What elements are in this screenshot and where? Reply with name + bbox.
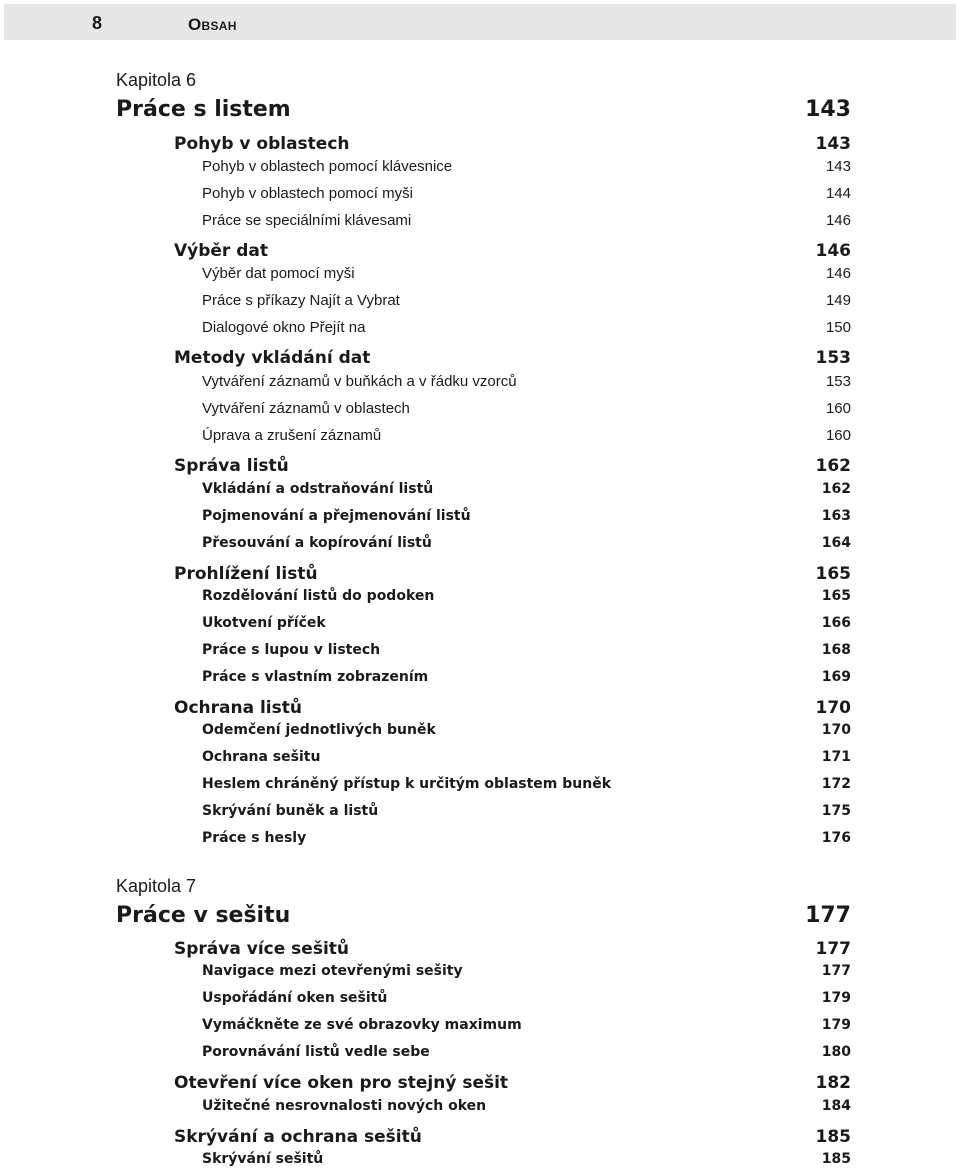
toc-entry-title: Vytváření záznamů v oblastech (202, 400, 410, 417)
toc-entry-page-number: 166 (821, 615, 851, 631)
toc-entry (202, 990, 851, 1006)
section-heading (174, 241, 851, 261)
toc-entry-page-number: 149 (825, 292, 851, 309)
toc-entry (202, 158, 851, 175)
section-heading (174, 348, 851, 368)
toc-entry-title: Vkládání a odstraňování listů (202, 481, 434, 497)
toc-entry-title: Práce s vlastním zobrazením (202, 669, 429, 685)
toc-entry (202, 400, 851, 417)
toc-entry (202, 830, 851, 846)
toc-entry-page-number: 171 (821, 749, 851, 765)
toc-entry (202, 535, 851, 551)
toc-entry (202, 776, 851, 792)
toc-entry (202, 803, 851, 819)
toc-entry (202, 588, 851, 604)
section-heading (174, 1073, 851, 1093)
section-heading-title: Prohlížení listů (174, 564, 318, 584)
section-heading-title: Výběr dat (174, 241, 269, 261)
toc-entry (202, 508, 851, 524)
toc-entry-title: Užitečné nesrovnalosti nových oken (202, 1098, 487, 1114)
toc-entry-page-number: 168 (821, 642, 851, 658)
section-heading (174, 939, 851, 959)
toc-entry-page-number: 160 (825, 400, 851, 417)
page-number: 8 (92, 13, 103, 33)
section-heading-title: Správa více sešitů (174, 939, 349, 959)
toc-entry-page-number: 184 (821, 1098, 851, 1114)
toc-entry (202, 1044, 851, 1060)
toc-entry-page-number: 165 (821, 588, 851, 604)
toc-entry-title: Rozdělování listů do podoken (202, 588, 435, 604)
section-heading-title: Otevření více oken pro stejný sešit (174, 1073, 509, 1093)
toc-entry-page-number: 143 (825, 158, 851, 175)
toc-entry-title: Vytváření záznamů v buňkách a v řádku vzorců (202, 373, 517, 390)
section-heading-page-number: 162 (815, 456, 851, 476)
section-heading-page-number: 153 (815, 348, 851, 368)
running-head: Obsah (188, 15, 237, 34)
section-heading-title: Metody vkládání dat (174, 348, 371, 368)
toc-entry-page-number: 177 (821, 963, 851, 979)
toc-entry (202, 963, 851, 979)
section-heading-page-number: 185 (815, 1127, 851, 1147)
toc-entry (202, 212, 851, 229)
toc-entry-title: Odemčení jednotlivých buněk (202, 722, 436, 738)
chapter-label: Kapitola 7 (116, 876, 197, 896)
section-heading-page-number: 146 (815, 241, 851, 261)
toc-entry-title: Heslem chráněný přístup k určitým oblastem buněk (202, 776, 612, 792)
toc-entry-page-number: 172 (821, 776, 851, 792)
toc-entry-page-number: 150 (825, 319, 851, 336)
section-heading (174, 134, 851, 154)
chapter-heading-title: Práce s listem (116, 97, 291, 122)
toc-entry-title: Pohyb v oblastech pomocí klávesnice (202, 158, 453, 175)
toc-entry-title: Dialogové okno Přejít na (202, 319, 366, 336)
toc-entry-title: Práce s hesly (202, 830, 307, 846)
chapter-label: Kapitola 6 (116, 70, 197, 90)
section-heading-title: Ochrana listů (174, 698, 302, 718)
section-heading-page-number: 165 (815, 564, 851, 584)
toc-entry (202, 722, 851, 738)
toc-entry-title: Práce se speciálními klávesami (202, 212, 412, 229)
toc-entry-page-number: 170 (821, 722, 851, 738)
section-heading (174, 1127, 851, 1147)
chapter-heading-title: Práce v sešitu (116, 903, 291, 928)
toc-entry-title: Práce s lupou v listech (202, 642, 381, 658)
toc-entry (202, 669, 851, 685)
toc-entry-title: Ochrana sešitu (202, 749, 321, 765)
section-heading-page-number: 182 (815, 1073, 851, 1093)
section-heading (174, 698, 851, 718)
toc-entry-title: Vymáčkněte ze své obrazovky maximum (202, 1017, 522, 1033)
toc-entry-title: Porovnávání listů vedle sebe (202, 1044, 430, 1060)
toc-entry-page-number: 146 (825, 212, 851, 229)
toc-entry-title: Skrývání sešitů (202, 1151, 324, 1167)
section-heading-page-number: 170 (815, 698, 851, 718)
toc-entry-page-number: 185 (821, 1151, 851, 1167)
toc-entry-title: Práce s příkazy Najít a Vybrat (202, 292, 400, 309)
toc-entry-title: Navigace mezi otevřenými sešity (202, 963, 463, 979)
toc-entry (202, 642, 851, 658)
page-header (4, 4, 956, 40)
toc-entry (202, 1151, 851, 1167)
toc-entry (202, 427, 851, 444)
toc-entry (202, 1017, 851, 1033)
toc-entry-page-number: 180 (821, 1044, 851, 1060)
section-heading (174, 456, 851, 476)
toc-entry (202, 185, 851, 202)
toc-entry-title: Pohyb v oblastech pomocí myši (202, 185, 413, 202)
section-heading-page-number: 177 (815, 939, 851, 959)
toc-entry-page-number: 162 (821, 481, 851, 497)
toc-entry-page-number: 179 (821, 1017, 851, 1033)
chapter-heading-page-number: 177 (805, 903, 851, 928)
toc-entry-page-number: 163 (821, 508, 851, 524)
toc-entry-page-number: 153 (825, 373, 851, 390)
toc-entry (202, 292, 851, 309)
toc-entry-title: Přesouvání a kopírování listů (202, 535, 432, 551)
section-heading-page-number: 143 (815, 134, 851, 154)
toc-entry (202, 615, 851, 631)
toc-entry (202, 373, 851, 390)
toc-entry-title: Skrývání buněk a listů (202, 803, 379, 819)
toc-entry-page-number: 176 (821, 830, 851, 846)
toc-entry-page-number: 160 (825, 427, 851, 444)
toc-entry (202, 265, 851, 282)
toc-entry (202, 1098, 851, 1114)
toc-entry-page-number: 146 (825, 265, 851, 282)
toc-entry-title: Ukotvení příček (202, 615, 326, 631)
toc-entry-page-number: 144 (825, 185, 851, 202)
toc-entry (202, 749, 851, 765)
section-heading (174, 564, 851, 584)
chapter-heading-page-number: 143 (805, 97, 851, 122)
section-heading-title: Správa listů (174, 456, 289, 476)
toc-entry-title: Uspořádání oken sešitů (202, 990, 388, 1006)
toc-entry-title: Pojmenování a přejmenování listů (202, 508, 471, 524)
chapter-heading (116, 97, 851, 122)
toc-entry-page-number: 169 (821, 669, 851, 685)
section-heading-title: Pohyb v oblastech (174, 134, 350, 154)
toc-entry (202, 481, 851, 497)
toc-entry-title: Výběr dat pomocí myši (202, 265, 355, 282)
section-heading-title: Skrývání a ochrana sešitů (174, 1127, 422, 1147)
toc-entry-page-number: 179 (821, 990, 851, 1006)
toc-entry-title: Úprava a zrušení záznamů (202, 427, 382, 444)
toc-entry-page-number: 164 (821, 535, 851, 551)
toc-entry-page-number: 175 (821, 803, 851, 819)
chapter-heading (116, 903, 851, 928)
toc-entry (202, 319, 851, 336)
